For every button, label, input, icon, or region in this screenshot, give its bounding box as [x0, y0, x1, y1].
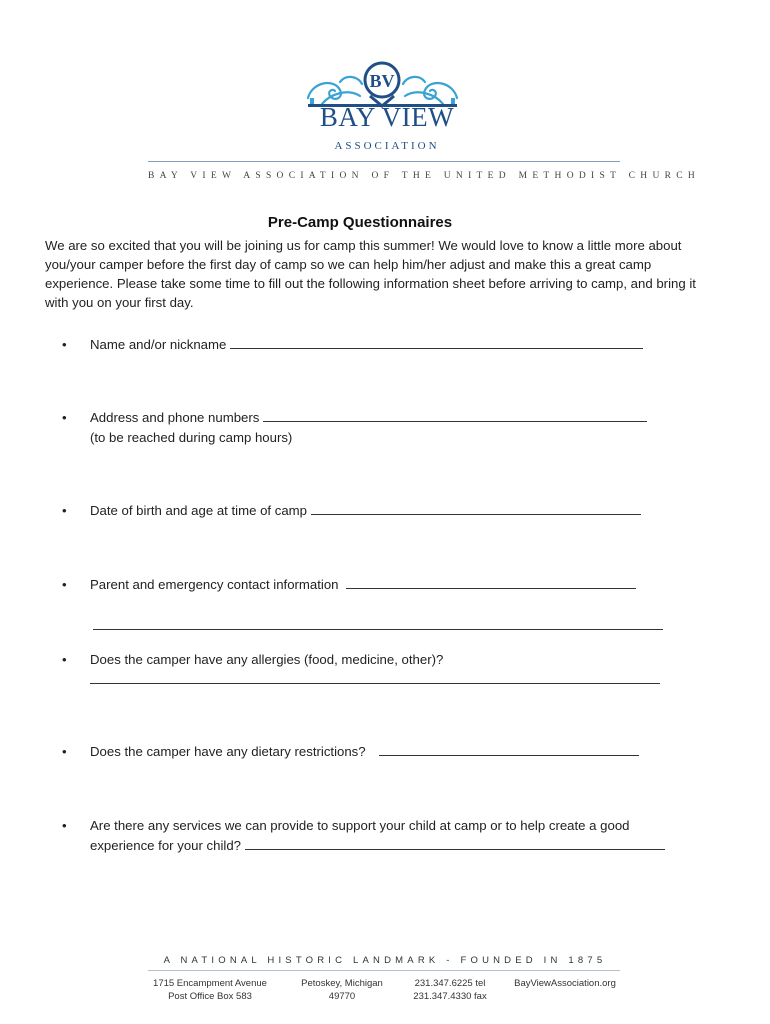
footer-tagline: A NATIONAL HISTORIC LANDMARK - FOUNDED IN 1875: [163, 955, 607, 966]
intro-paragraph: We are so excited that you will be joining us for camp this summer! We would love to know a little more about you/your camper before the first day of camp so we can help him/her adjust and make this a great camp experience. Please take some time to fill out the following information sheet before arriving to camp, and bring it with you on your first day.: [45, 238, 696, 310]
phone-fax: 231.347.4330 fax: [413, 991, 487, 1002]
question-item: [62, 816, 630, 836]
question-item: [62, 650, 443, 670]
logo-monogram: BV: [369, 71, 395, 91]
question-text: Does the camper have any dietary restrictions?: [90, 744, 366, 759]
city-state: Petoskey, Michigan: [301, 978, 383, 989]
footer-city: [292, 977, 392, 1003]
question-continuation-text: experience for your child?: [90, 838, 242, 853]
answer-line[interactable]: [93, 617, 663, 630]
footer-divider: [148, 970, 620, 971]
question-note: (to be reached during camp hours): [90, 430, 293, 445]
question-item: [62, 408, 647, 428]
question-item: [62, 501, 641, 521]
bullet-icon: •: [62, 652, 67, 667]
footer-website: [505, 977, 625, 990]
address-line-1: 1715 Encampment Avenue: [153, 978, 267, 989]
answer-line[interactable]: [311, 502, 641, 515]
answer-line-continuation: [90, 670, 660, 690]
footer-phone: [405, 977, 495, 1003]
bullet-icon: •: [62, 503, 67, 518]
question-text: Date of birth and age at time of camp: [90, 503, 307, 518]
question-item: [62, 335, 643, 355]
brand-subtitle: ASSOCIATION: [334, 140, 440, 152]
question-text: Name and/or nickname: [90, 337, 227, 352]
footer-address: [150, 977, 270, 1003]
page-title: Pre-Camp Questionnaires: [267, 214, 453, 231]
zip-code: 49770: [328, 991, 356, 1002]
question-text: Does the camper have any allergies (food, medicine, other)?: [90, 652, 444, 667]
header-divider: [148, 161, 620, 162]
address-line-2: Post Office Box 583: [168, 991, 252, 1002]
bullet-icon: •: [62, 744, 67, 759]
question-text: Parent and emergency contact information: [90, 577, 339, 592]
answer-line[interactable]: [90, 671, 660, 684]
answer-line[interactable]: [346, 576, 636, 589]
bullet-icon: •: [62, 577, 67, 592]
answer-line-continuation: [93, 616, 663, 636]
question-item: [62, 575, 636, 595]
bullet-icon: •: [62, 818, 67, 833]
question-continuation: [90, 836, 665, 856]
question-text: Address and phone numbers: [90, 410, 260, 425]
phone-tel: 231.347.6225 tel: [414, 978, 486, 989]
answer-line[interactable]: [379, 743, 639, 756]
answer-line[interactable]: [245, 837, 665, 850]
answer-line[interactable]: [230, 336, 643, 349]
question-text: Are there any services we can provide to support your child at camp or to help create a good: [90, 818, 630, 833]
brand-name: BAY VIEW: [319, 102, 455, 132]
bullet-icon: •: [62, 410, 67, 425]
bullet-icon: •: [62, 337, 67, 352]
association-line: BAY VIEW ASSOCIATION OF THE UNITED METHODIST CHURCH: [148, 171, 701, 181]
website-link[interactable]: BayViewAssociation.org: [514, 978, 616, 989]
answer-line[interactable]: [263, 409, 647, 422]
question-item: [62, 742, 639, 762]
